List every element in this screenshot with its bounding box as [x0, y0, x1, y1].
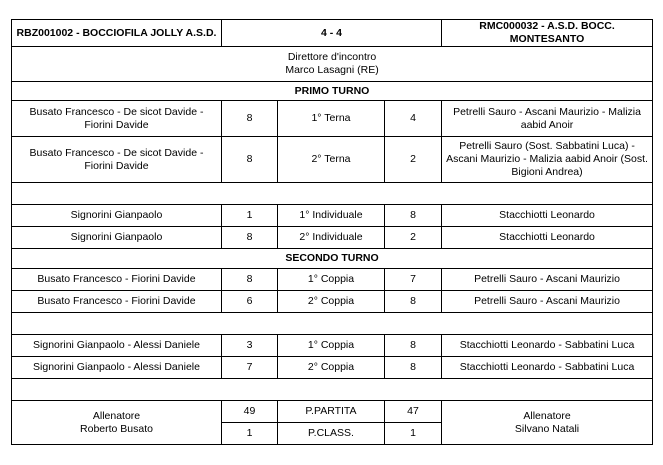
footer-row [12, 401, 653, 423]
match-row [12, 335, 653, 357]
match-type: 1° Terna [278, 101, 385, 137]
match-report-table [11, 19, 653, 445]
match-type: 2° Individuale [278, 227, 385, 249]
home-team: RBZ001002 - BOCCIOFILA JOLLY A.S.D. [12, 20, 222, 47]
away-players: Petrelli Sauro (Sost. Sabbatini Luca) - Ascani Maurizio - Malizia aabid Anoir (Sost. Bigioni Andrea) [442, 137, 653, 183]
away-team: RMC000032 - A.S.D. BOCC. MONTESANTO [442, 20, 653, 47]
away-players: Stacchiotti Leonardo [442, 205, 653, 227]
away-coach-cell [442, 401, 653, 445]
spacer-row [12, 313, 653, 335]
director-label: Direttore d'incontro [287, 51, 377, 63]
away-players: Petrelli Sauro - Ascani Maurizio [442, 291, 653, 313]
away-players: Stacchiotti Leonardo [442, 227, 653, 249]
away-players: Stacchiotti Leonardo - Sabbatini Luca [442, 335, 653, 357]
home-players: Signorini Gianpaolo - Alessi Daniele [12, 357, 222, 379]
home-score: 6 [222, 291, 278, 313]
director-name: Marco Lasagni (RE) [285, 64, 379, 76]
home-score: 3 [222, 335, 278, 357]
home-score: 8 [222, 137, 278, 183]
away-score: 8 [385, 205, 442, 227]
match-row [12, 227, 653, 249]
header-row [12, 20, 653, 47]
spacer-row [12, 183, 653, 205]
match-type: 1° Individuale [278, 205, 385, 227]
away-players: Petrelli Sauro - Ascani Maurizio - Malizia aabid Anoir [442, 101, 653, 137]
away-score: 4 [385, 101, 442, 137]
home-coach-label: Allenatore [92, 409, 141, 422]
away-partita-points: 47 [385, 401, 442, 423]
match-type: 2° Coppia [278, 291, 385, 313]
director-row [12, 47, 653, 82]
class-label: P.CLASS. [278, 423, 385, 445]
round-title: PRIMO TURNO [12, 82, 653, 101]
home-players: Signorini Gianpaolo - Alessi Daniele [12, 335, 222, 357]
director-cell [12, 47, 653, 82]
home-players: Busato Francesco - De sicot Davide - Fiorini Davide [12, 137, 222, 183]
home-players: Signorini Gianpaolo [12, 205, 222, 227]
away-score: 7 [385, 269, 442, 291]
match-row [12, 137, 653, 183]
home-players: Busato Francesco - Fiorini Davide [12, 269, 222, 291]
match-type: 1° Coppia [278, 269, 385, 291]
away-score: 8 [385, 291, 442, 313]
match-row [12, 205, 653, 227]
home-class-points: 1 [222, 423, 278, 445]
home-players: Busato Francesco - Fiorini Davide [12, 291, 222, 313]
home-players: Signorini Gianpaolo [12, 227, 222, 249]
match-type: 2° Coppia [278, 357, 385, 379]
away-coach-name: Silvano Natali [514, 422, 580, 435]
match-row [12, 291, 653, 313]
away-score: 8 [385, 357, 442, 379]
home-players: Busato Francesco - De sicot Davide - Fiorini Davide [12, 101, 222, 137]
away-class-points: 1 [385, 423, 442, 445]
round-title: SECONDO TURNO [12, 249, 653, 269]
home-score: 8 [222, 227, 278, 249]
match-type: 2° Terna [278, 137, 385, 183]
away-score: 2 [385, 137, 442, 183]
home-coach-cell [12, 401, 222, 445]
spacer-cell [12, 313, 653, 335]
home-score: 8 [222, 269, 278, 291]
home-score: 1 [222, 205, 278, 227]
spacer-cell [12, 183, 653, 205]
match-row [12, 101, 653, 137]
away-score: 8 [385, 335, 442, 357]
away-score: 2 [385, 227, 442, 249]
away-players: Stacchiotti Leonardo - Sabbatini Luca [442, 357, 653, 379]
spacer-row [12, 379, 653, 401]
spacer-cell [12, 379, 653, 401]
match-row [12, 269, 653, 291]
round-title-row [12, 249, 653, 269]
final-score: 4 - 4 [222, 20, 442, 47]
away-coach-label: Allenatore [523, 409, 571, 422]
home-partita-points: 49 [222, 401, 278, 423]
match-row [12, 357, 653, 379]
match-type: 1° Coppia [278, 335, 385, 357]
partita-label: P.PARTITA [278, 401, 385, 423]
home-score: 8 [222, 101, 278, 137]
home-score: 7 [222, 357, 278, 379]
away-players: Petrelli Sauro - Ascani Maurizio [442, 269, 653, 291]
round-title-row [12, 82, 653, 101]
home-coach-name: Roberto Busato [80, 422, 153, 435]
